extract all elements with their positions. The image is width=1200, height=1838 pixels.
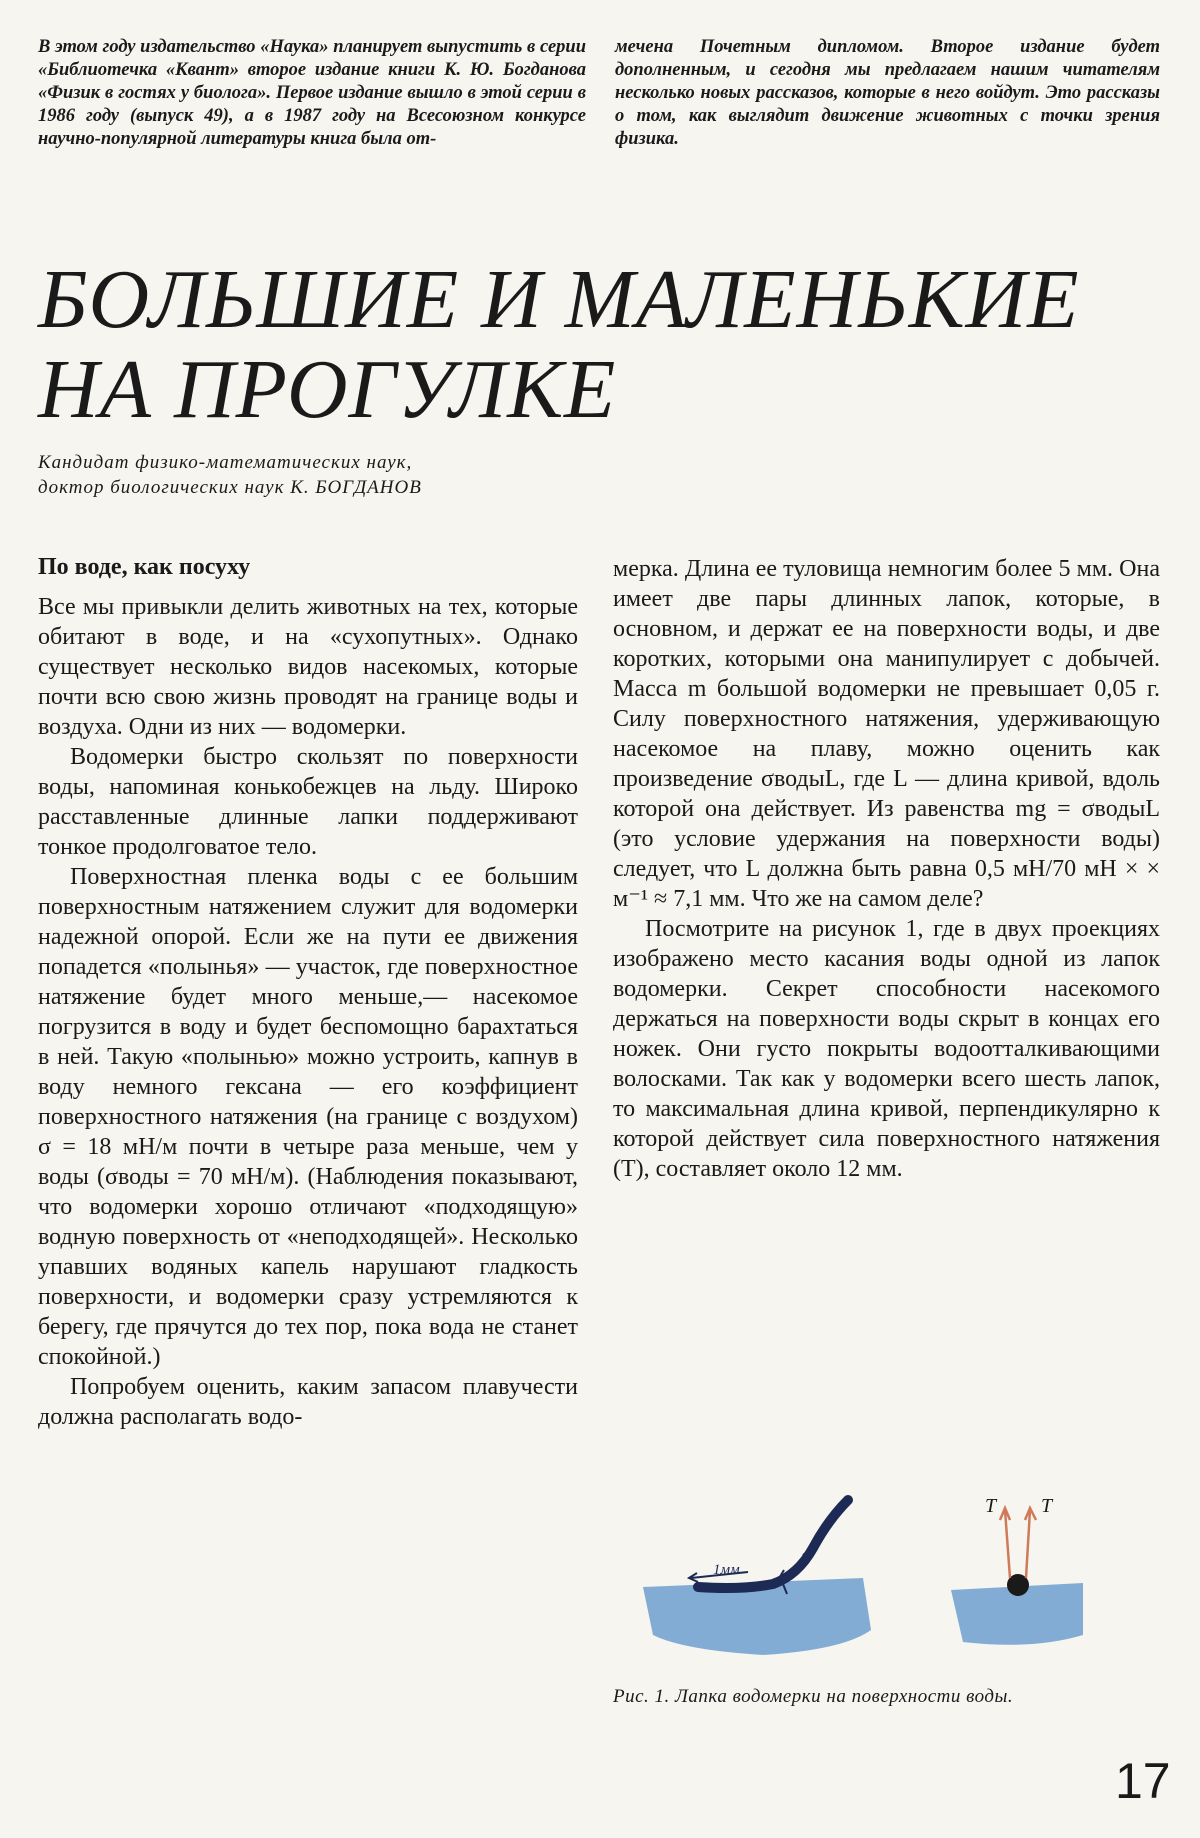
force-arrow-left [1000,1508,1010,1578]
paragraph: Водомерки быстро скользят по поверхности воды, напоминая конькобежцев на льду. Широко расставленные длинные лапки поддерживают тонкое продолговатое тело. [38,744,578,860]
intro-paragraph-left: В этом году издательство «Наука» планирует выпустить в серии «Библиотечка «Квант» второе издание книги К. Ю. Богданова «Физик в гостях у биолога». Первое издание вышло в этой серии в 1986 году (выпуск 49), а в 1987 году на Всесоюзном конкурсе научно-популярной литературы книга была от- [38,37,586,149]
right-column [613,554,1160,1184]
paragraph: Поверхностная пленка воды с ее большим поверхностным натяжением служит для водомерки надежной опорой. Если же на пути ее движения попадется «полынья» — участок, где поверхностное натяжение будет много меньше,— насекомое погрузится в воду и будет беспомощно барахтаться в ней. Такую «полынью» можно устроить, капнув в воду немного гексана — его коэффициент поверхностного натяжения (на границе с воздухом) σ = 18 мН/м почти в четыре раза меньше, чем у воды (σводы = 70 мН/м). (Наблюдения показывают, что водомерки хорошо отличают «подходящую» водную поверхность от «неподходящей». Несколько упавших водяных капель нарушают гладкость поверхности, и водомерки сразу устремляются к берегу, где прячутся до тех пор, пока вода не станет спокойной.) [38,864,578,1370]
figure-water-strider-leg [613,1450,1160,1670]
force-arrow-right [1025,1508,1036,1578]
page-number: 17 [1115,1753,1171,1809]
article-title [38,255,1158,435]
author-byline [38,450,738,500]
title-line-1: БОЛЬШИЕ И МАЛЕНЬКИЕ [38,253,1080,346]
force-label-left: T [985,1495,997,1517]
intro-paragraph-right: мечена Почетным дипломом. Второе издание будет дополненным, и сегодня мы предлагаем нашим читателям несколько новых рассказов, которые в него войдут. Это рассказы о том, как выглядит движение животных с точки зрения физика. [615,37,1160,149]
left-column [38,552,578,1432]
scale-label: 1мм [713,1562,740,1578]
author-line-2: доктор биологических наук К. БОГДАНОВ [38,477,422,498]
title-line-2: НА ПРОГУЛКЕ [38,343,617,436]
figure-caption: Рис. 1. Лапка водомерки на поверхности воды. [613,1686,1014,1707]
paragraph: Попробуем оценить, каким запасом плавучести должна располагать водо- [38,1374,578,1430]
intro-text-left [38,36,586,151]
paragraph: мерка. Длина ее туловища немногим более 5 мм. Она имеет две пары длинных лапок, которые, в основном, и держат ее на поверхности воды, и две коротких, которыми она манипулирует с добычей. Масса m большой водомерки не превышает 0,05 г. Силу поверхностного натяжения, удерживающую насекомое на плаву, можно оценить как произведение σводыL, где L — длина кривой, вдоль которой она действует. Из равенства mg = σводыL (это условие удержания на поверхности воды) следует, что L должна быть равна 0,5 мН/70 мН × × м⁻¹ ≈ 7,1 мм. Что же на самом деле? [613,556,1160,912]
paragraph: Все мы привыкли делить животных на тех, которые обитают в воде, и на «сухопутных». Однако существует несколько видов насекомых, которые почти всю свою жизнь проводят на границе воды и воздуха. Одни из них — водомерки. [38,594,578,740]
intro-text-right [615,36,1160,151]
section-heading: По воде, как посуху [38,554,251,580]
force-label-right: T [1041,1495,1053,1517]
author-line-1: Кандидат физико-математических наук, [38,452,413,473]
paragraph: Посмотрите на рисунок 1, где в двух проекциях изображено место касания воды одной из лапок водомерки. Секрет способности насекомого держаться на поверхности воды скрыт в концах его ножек. Они густо покрыты водоотталкивающими волосками. Так как у водомерки всего шесть лапок, то максимальная длина кривой, перпендикулярно к которой действует сила поверхностного натяжения (T), составляет около 12 мм. [613,916,1160,1182]
